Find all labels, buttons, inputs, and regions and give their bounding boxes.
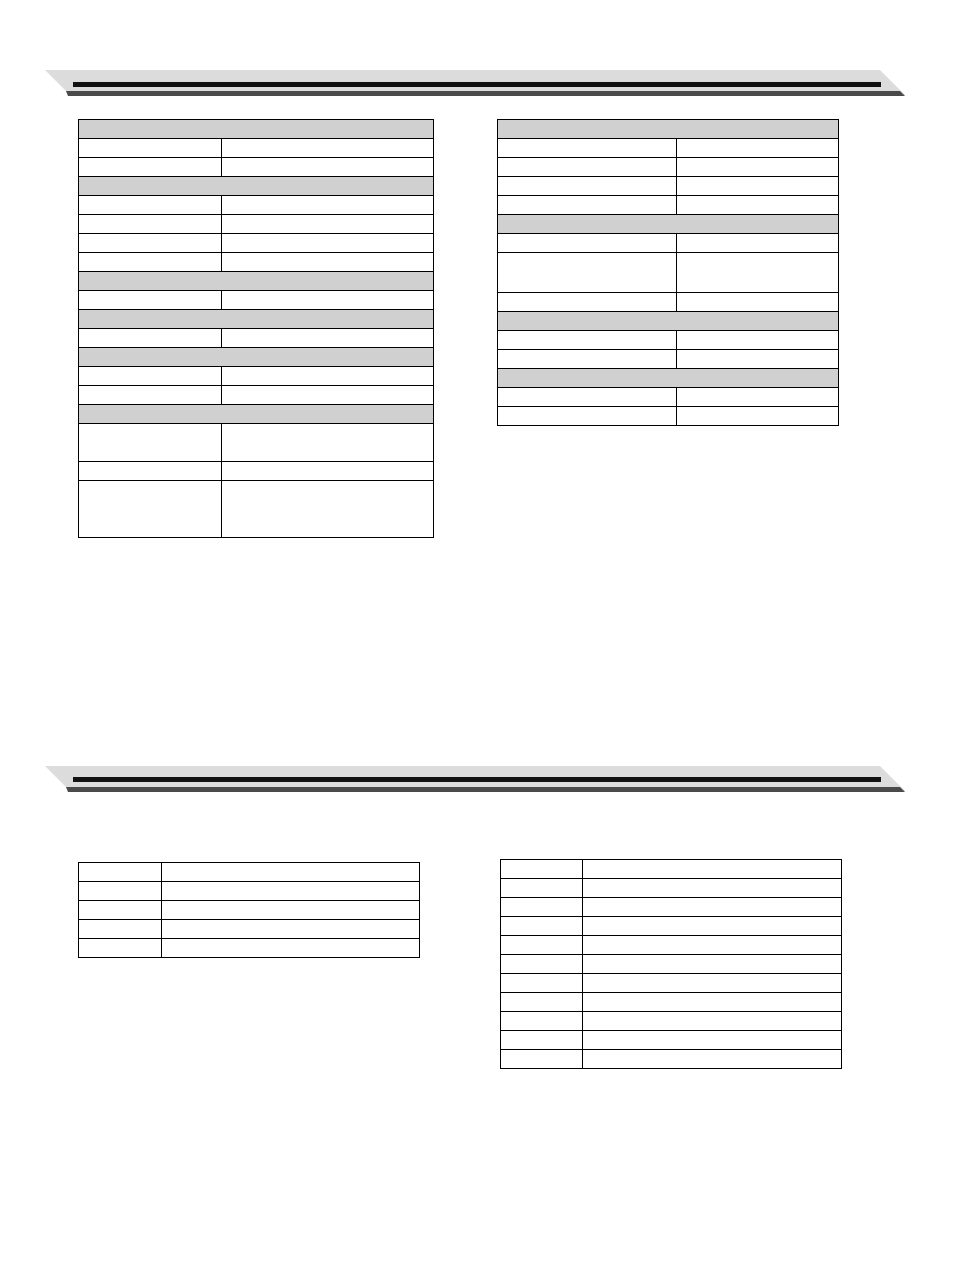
table-row [79, 367, 434, 386]
list-value [583, 879, 842, 898]
table-section-header [498, 120, 839, 139]
list-key [501, 879, 583, 898]
table-row [79, 215, 434, 234]
table-section-header [79, 272, 434, 291]
spec-value [222, 158, 434, 177]
spec-value [677, 234, 839, 253]
list-value [583, 917, 842, 936]
table-row [79, 158, 434, 177]
table-row [501, 936, 842, 955]
list-key [501, 898, 583, 917]
list-value [583, 1012, 842, 1031]
table-section-header [79, 120, 434, 139]
spec-label [498, 177, 677, 196]
table-row [79, 939, 420, 958]
list-key [501, 1012, 583, 1031]
table-row [79, 424, 434, 462]
table-row [501, 993, 842, 1012]
table-row [498, 388, 839, 407]
table-section-header [79, 405, 434, 424]
spec-value [222, 481, 434, 538]
spec-value [677, 139, 839, 158]
spec-value [222, 367, 434, 386]
table-row [501, 955, 842, 974]
table-row [79, 139, 434, 158]
spec-value [677, 293, 839, 312]
table-row [501, 1012, 842, 1031]
table-row [79, 920, 420, 939]
spec-value [677, 388, 839, 407]
spec-label [79, 196, 222, 215]
spec-label [498, 407, 677, 426]
table-row [498, 253, 839, 293]
list-value [162, 920, 420, 939]
spec-label [79, 291, 222, 310]
spec-label [79, 158, 222, 177]
table-row [498, 177, 839, 196]
list-value [583, 955, 842, 974]
list-value [583, 936, 842, 955]
spec-value [222, 424, 434, 462]
list-key [501, 1050, 583, 1069]
spec-label [498, 234, 677, 253]
section-title [79, 177, 434, 196]
list-key [501, 974, 583, 993]
spec-value [222, 386, 434, 405]
section-title [498, 120, 839, 139]
list-table-left [78, 862, 420, 958]
list-value [583, 1031, 842, 1050]
spec-label [79, 139, 222, 158]
spec-label [498, 350, 677, 369]
table-row [498, 350, 839, 369]
list-key [79, 863, 162, 882]
table-row [501, 879, 842, 898]
spec-value [677, 331, 839, 350]
list-key [501, 1031, 583, 1050]
section-banner-bottom [0, 765, 954, 795]
table-section-header [498, 215, 839, 234]
table-row [498, 331, 839, 350]
section-title [498, 215, 839, 234]
spec-value [677, 158, 839, 177]
table-row [501, 917, 842, 936]
spec-label [498, 388, 677, 407]
table-section-header [498, 312, 839, 331]
table-section-header [79, 348, 434, 367]
table-row [498, 139, 839, 158]
table-row [79, 291, 434, 310]
table-row [79, 253, 434, 272]
spec-value [222, 253, 434, 272]
spec-value [677, 253, 839, 293]
spec-value [677, 177, 839, 196]
list-value [162, 901, 420, 920]
list-value [583, 898, 842, 917]
spec-value [677, 350, 839, 369]
spec-label [498, 158, 677, 177]
spec-value [222, 139, 434, 158]
spec-label [79, 253, 222, 272]
table-row [498, 196, 839, 215]
list-value [583, 974, 842, 993]
table-section-header [498, 369, 839, 388]
table-row [501, 974, 842, 993]
list-key [501, 993, 583, 1012]
spec-label [498, 253, 677, 293]
spec-label [79, 462, 222, 481]
spec-value [222, 234, 434, 253]
spec-label [498, 196, 677, 215]
table-row [498, 293, 839, 312]
table-row [79, 863, 420, 882]
spec-table-right [497, 119, 839, 426]
table-section-header [79, 310, 434, 329]
spec-label [79, 234, 222, 253]
list-key [501, 917, 583, 936]
list-key [501, 955, 583, 974]
list-key [79, 939, 162, 958]
table-row [79, 196, 434, 215]
list-key [79, 882, 162, 901]
list-table-right [500, 859, 842, 1069]
table-row [79, 329, 434, 348]
spec-label [79, 424, 222, 462]
section-title [79, 405, 434, 424]
list-value [162, 863, 420, 882]
list-key [501, 936, 583, 955]
spec-value [222, 196, 434, 215]
section-title [79, 348, 434, 367]
list-value [162, 939, 420, 958]
spec-label [79, 215, 222, 234]
list-value [583, 1050, 842, 1069]
spec-value [222, 462, 434, 481]
table-row [498, 407, 839, 426]
list-value [583, 860, 842, 879]
spec-value [222, 329, 434, 348]
spec-label [79, 386, 222, 405]
list-key [501, 860, 583, 879]
section-title [498, 369, 839, 388]
table-row [79, 882, 420, 901]
spec-table-left [78, 119, 434, 538]
spec-label [498, 293, 677, 312]
spec-value [222, 215, 434, 234]
spec-label [79, 367, 222, 386]
spec-label [79, 481, 222, 538]
table-row [79, 386, 434, 405]
section-banner-top [0, 69, 954, 99]
table-section-header [79, 177, 434, 196]
table-row [498, 158, 839, 177]
section-title [498, 312, 839, 331]
list-value [583, 993, 842, 1012]
table-row [79, 234, 434, 253]
spec-label [79, 329, 222, 348]
spec-label [498, 139, 677, 158]
spec-label [498, 331, 677, 350]
spec-value [677, 196, 839, 215]
section-title [79, 120, 434, 139]
section-title [79, 272, 434, 291]
section-title [79, 310, 434, 329]
table-row [501, 860, 842, 879]
table-row [498, 234, 839, 253]
spec-value [677, 407, 839, 426]
list-key [79, 920, 162, 939]
table-row [501, 898, 842, 917]
list-value [162, 882, 420, 901]
table-row [79, 901, 420, 920]
list-key [79, 901, 162, 920]
table-row [79, 481, 434, 538]
table-row [501, 1050, 842, 1069]
table-row [79, 462, 434, 481]
spec-value [222, 291, 434, 310]
table-row [501, 1031, 842, 1050]
